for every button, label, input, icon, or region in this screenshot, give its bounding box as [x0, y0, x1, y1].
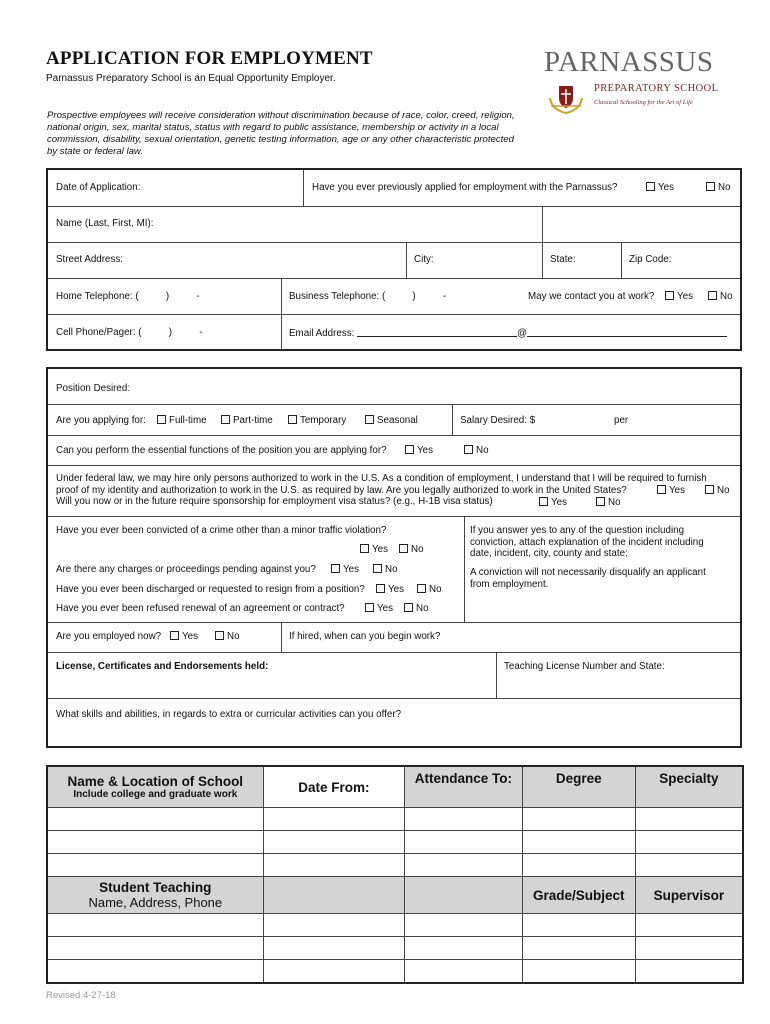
email-field[interactable]: Email Address: @ — [289, 327, 727, 339]
refused-yes[interactable]: Yes — [365, 603, 393, 614]
applying-for-label: Are you applying for: — [56, 415, 146, 426]
discharged-no[interactable]: No — [417, 584, 442, 595]
date-from-column-header: Date From: — [263, 766, 404, 808]
position-desired-label: Position Desired: — [56, 383, 131, 394]
eeo-statement: Parnassus Preparatory School is an Equal Opportunity Employer. — [46, 73, 336, 84]
checkbox[interactable] — [705, 485, 714, 494]
student-teaching-header-row — [47, 877, 743, 914]
checkbox[interactable] — [157, 415, 166, 424]
federal-notice-line2: proof of my identity and authorization to work in the U.S. as required by law. Are you legally authorized to work in the United States? — [56, 484, 627, 496]
salary-per-label: per — [614, 415, 629, 426]
checkbox[interactable] — [399, 544, 408, 553]
checkbox[interactable] — [706, 182, 715, 191]
checkbox[interactable] — [665, 291, 674, 300]
personal-info-section — [46, 168, 742, 351]
revision-date: Revised 4-27-18 — [46, 990, 116, 1001]
table-row[interactable] — [47, 854, 743, 877]
cell-phone-label: Cell Phone/Pager: ( ) - — [56, 327, 203, 338]
convicted-yes[interactable]: Yes — [360, 544, 388, 555]
page-title: APPLICATION FOR EMPLOYMENT — [46, 48, 373, 69]
table-row[interactable] — [47, 831, 743, 854]
explanation-instructions: If you answer yes to any of the question including conviction, attach explanation of the incident including date, incident, city, county and state: — [470, 525, 704, 559]
checkbox[interactable] — [708, 291, 717, 300]
essential-no[interactable]: No — [464, 445, 489, 456]
convicted-label: Have you ever been convicted of a crime other than a minor traffic violation? — [56, 525, 387, 536]
temporary-option[interactable]: Temporary — [288, 415, 346, 426]
essential-yes[interactable]: Yes — [405, 445, 433, 456]
contact-at-work-label: May we contact you at work? — [528, 291, 655, 302]
position-section — [46, 367, 742, 748]
degree-column-header: Degree — [522, 766, 635, 808]
seasonal-option[interactable]: Seasonal — [365, 415, 418, 426]
supervisor-header: Supervisor — [635, 877, 743, 914]
checkbox[interactable] — [596, 497, 605, 506]
checkbox[interactable] — [376, 584, 385, 593]
convicted-no[interactable]: No — [399, 544, 424, 555]
nondiscrimination-notice: Prospective employees will receive consideration without discrimination because of race, color, creed, religion, national origin, sex, marital status, status with regard to public assistance, membership or activity in a local commission, disability, sexual orientation, genetic testing information, age or any other characteristic protected by state or federal law. — [47, 110, 515, 157]
charges-yes[interactable]: Yes — [331, 564, 359, 575]
contact-work-no[interactable]: No — [708, 291, 733, 302]
discharged-yes[interactable]: Yes — [376, 584, 404, 595]
attendance-to-column-header: Attendance To: — [405, 766, 523, 808]
checkbox[interactable] — [405, 445, 414, 454]
checkbox[interactable] — [288, 415, 297, 424]
refused-renewal-label: Have you ever been refused renewal of an agreement or contract? — [56, 603, 345, 614]
begin-work-label: If hired, when can you begin work? — [289, 631, 441, 642]
specialty-column-header: Specialty — [635, 766, 743, 808]
charges-pending-label: Are there any charges or proceedings pending against you? — [56, 564, 316, 575]
conviction-disclaimer: A conviction will not necessarily disqualify an applicant from employment. — [470, 567, 706, 590]
fulltime-option[interactable]: Full-time — [157, 415, 207, 426]
checkbox[interactable] — [331, 564, 340, 573]
education-header-row — [47, 766, 743, 808]
city-label: City: — [414, 254, 434, 265]
name-label: Name (Last, First, MI): — [56, 218, 154, 229]
applied-before-no[interactable]: No — [706, 182, 731, 193]
business-telephone-label: Business Telephone: ( ) - — [289, 291, 447, 302]
state-label: State: — [550, 254, 576, 265]
sponsorship-yes[interactable]: Yes — [539, 497, 567, 508]
checkbox[interactable] — [539, 497, 548, 506]
school-column-header: Name & Location of School Include college and graduate work — [47, 766, 263, 808]
parttime-option[interactable]: Part-time — [221, 415, 273, 426]
charges-no[interactable]: No — [373, 564, 398, 575]
essential-functions-label: Can you perform the essential functions of the position you are applying for? — [56, 445, 387, 456]
checkbox[interactable] — [417, 584, 426, 593]
table-row[interactable] — [47, 914, 743, 937]
checkbox[interactable] — [464, 445, 473, 454]
table-row[interactable] — [47, 960, 743, 984]
student-teaching-header: Student Teaching Name, Address, Phone — [47, 877, 263, 914]
checkbox[interactable] — [373, 564, 382, 573]
skills-label: What skills and abilities, in regards to extra or curricular activities can you offer? — [56, 709, 402, 720]
logo-school: PREPARATORY SCHOOL — [594, 83, 719, 94]
logo-brand: PARNASSUS — [544, 46, 714, 78]
contact-work-yes[interactable]: Yes — [665, 291, 693, 302]
zip-code-label: Zip Code: — [629, 254, 672, 265]
checkbox[interactable] — [404, 603, 413, 612]
checkbox[interactable] — [360, 544, 369, 553]
authorized-no[interactable]: No — [705, 485, 730, 496]
applied-before-yes[interactable]: Yes — [646, 182, 674, 193]
sponsorship-no[interactable]: No — [596, 497, 621, 508]
federal-notice-line1: Under federal law, we may hire only persons authorized to work in the U.S. As a condition of employment, I understand that I will be required to furnish — [56, 473, 707, 484]
employed-now-label: Are you employed now? — [56, 631, 162, 642]
checkbox[interactable] — [170, 631, 179, 640]
checkbox[interactable] — [215, 631, 224, 640]
home-telephone-label: Home Telephone: ( ) - — [56, 291, 200, 302]
date-of-application-label: Date of Application: — [56, 182, 141, 193]
checkbox[interactable] — [646, 182, 655, 191]
table-row[interactable] — [47, 808, 743, 831]
employed-yes[interactable]: Yes — [170, 631, 198, 642]
education-table — [46, 765, 744, 984]
authorized-yes[interactable]: Yes — [657, 485, 685, 496]
discharged-label: Have you ever been discharged or requested to resign from a position? — [56, 584, 365, 595]
grade-subject-header: Grade/Subject — [522, 877, 635, 914]
street-address-label: Street Address: — [56, 254, 123, 265]
refused-no[interactable]: No — [404, 603, 429, 614]
table-row[interactable] — [47, 937, 743, 960]
license-label: License, Certificates and Endorsements held: — [56, 661, 269, 672]
applied-before-label: Have you ever previously applied for employment with the Parnassus? — [312, 182, 618, 193]
teaching-license-label: Teaching License Number and State: — [504, 661, 665, 672]
checkbox[interactable] — [221, 415, 230, 424]
checkbox[interactable] — [365, 603, 374, 612]
federal-notice-line3: Will you now or in the future require sponsorship for employment visa status? (e.g., H-1B visa status) — [56, 496, 493, 507]
crest-icon — [546, 80, 586, 114]
employed-no[interactable]: No — [215, 631, 240, 642]
checkbox[interactable] — [657, 485, 666, 494]
logo-tagline: Classical Schooling for the Art of Life — [594, 99, 693, 106]
salary-desired-label: Salary Desired: $ — [460, 415, 536, 426]
checkbox[interactable] — [365, 415, 374, 424]
school-logo — [534, 46, 724, 116]
